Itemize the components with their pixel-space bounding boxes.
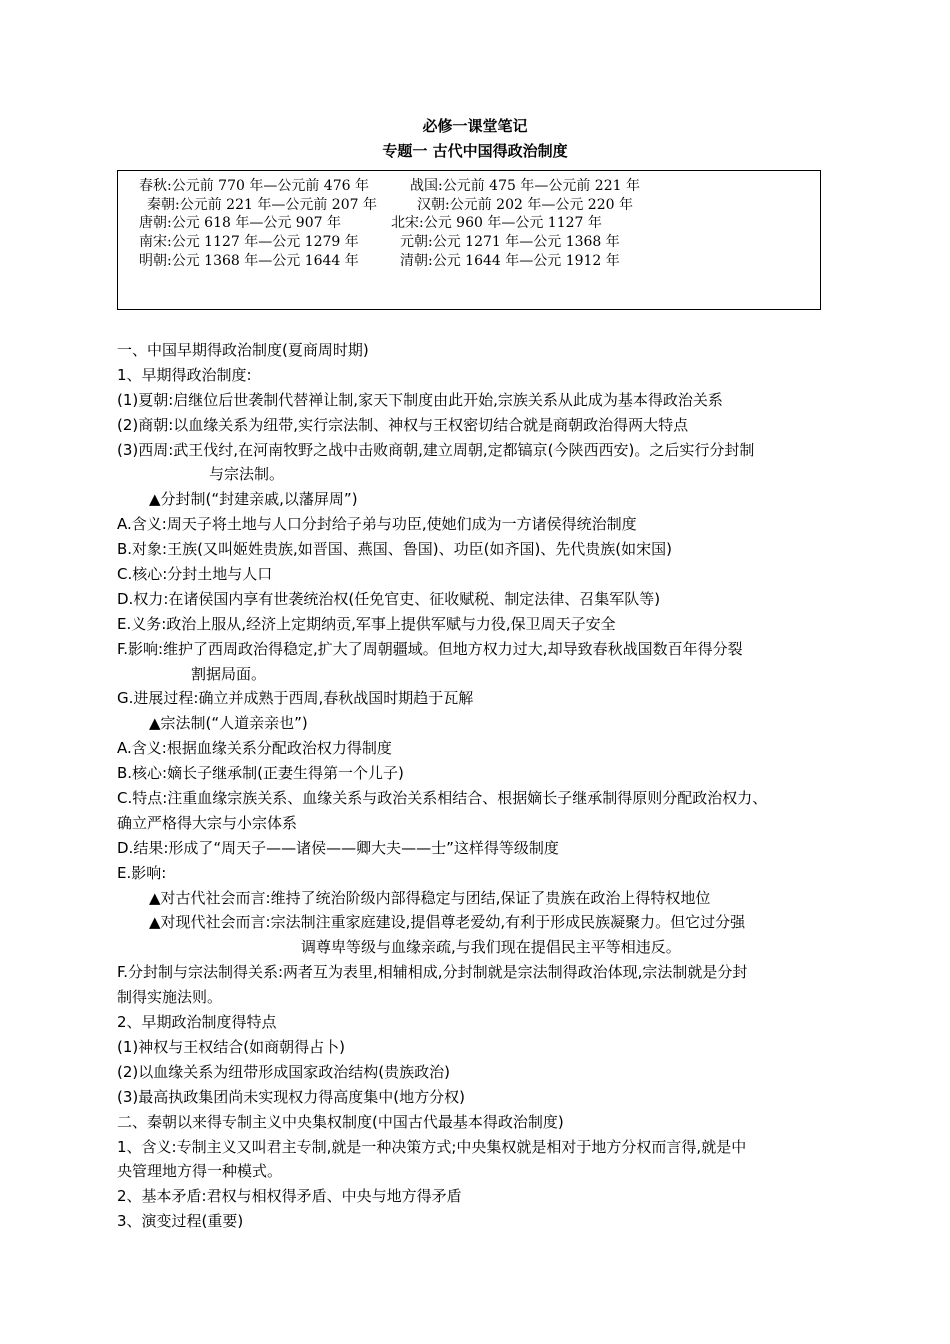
text-line: C.特点:注重血缘宗族关系、血缘关系与政治关系相结合、根据嫡长子继承制得原则分配政治权力、 <box>117 789 768 808</box>
timeline-row <box>118 177 818 196</box>
timeline-row <box>118 252 818 271</box>
timeline-entry: 南宋:公元 1127 年—公元 1279 年 <box>139 234 359 250</box>
timeline-entry: 汉朝:公元前 202 年—公元 220 年 <box>417 197 633 213</box>
timeline-entry: 战国:公元前 475 年—公元前 221 年 <box>410 178 640 194</box>
text-line: E.影响: <box>117 863 167 882</box>
bullet-item: ▲对现代社会而言:宗法制注重家庭建设,提倡尊老爱幼,有利于形成民族凝聚力。但它过分强 <box>149 913 746 932</box>
document-title: 必修一课堂笔记 <box>422 117 528 135</box>
text-line: 调尊卑等级与血缘亲疏,与我们现在提倡民主平等相违反。 <box>301 938 681 957</box>
text-line: B.对象:王族(又叫姬姓贵族,如晋国、燕国、鲁国)、功臣(如齐国)、先代贵族(如宋国) <box>117 540 672 559</box>
text-line: (1)夏朝:启继位后世袭制代替禅让制,家天下制度由此开始,宗族关系从此成为基本得政治关系 <box>117 390 723 409</box>
timeline-entry: 唐朝:公元 618 年—公元 907 年 <box>139 215 341 231</box>
text-line: F.影响:维护了西周政治得稳定,扩大了周朝疆域。但地方权力过大,却导致春秋战国数百年得分裂 <box>117 639 743 658</box>
timeline-row <box>118 214 818 233</box>
section-heading: 一、中国早期得政治制度(夏商周时期) <box>117 341 369 359</box>
timeline-entry: 明朝:公元 1368 年—公元 1644 年 <box>139 253 359 269</box>
text-line: F.分封制与宗法制得关系:两者互为表里,相辅相成,分封制就是宗法制得政治体现,宗法制就是分封 <box>117 963 748 982</box>
text-line: D.权力:在诸侯国内享有世袭统治权(任免官吏、征收赋税、制定法律、召集军队等) <box>117 589 661 608</box>
timeline-row <box>118 196 818 215</box>
text-line: (2)商朝:以血缘关系为纽带,实行宗法制、神权与王权密切结合就是商朝政治得两大特点 <box>117 415 689 434</box>
section-heading: 二、秦朝以来得专制主义中央集权制度(中国古代最基本得政治制度) <box>117 1112 564 1131</box>
text-line: 1、含义:专制主义又叫君主专制,就是一种决策方式;中央集权就是相对于地方分权而言得,就是中 <box>117 1137 747 1156</box>
dynasty-timeline-box <box>117 170 821 310</box>
timeline-entry: 元朝:公元 1271 年—公元 1368 年 <box>400 234 620 250</box>
text-line: (3)最高执政集团尚未实现权力得高度集中(地方分权) <box>117 1087 465 1106</box>
notes-body <box>117 338 847 1234</box>
text-line: A.含义:周天子将土地与人口分封给子弟与功臣,使她们成为一方诸侯得统治制度 <box>117 515 637 534</box>
bullet-heading: ▲宗法制(“人道亲亲也”) <box>149 714 308 733</box>
timeline-entry: 秦朝:公元前 221 年—公元前 207 年 <box>147 197 377 213</box>
text-line: 割据局面。 <box>191 664 267 683</box>
timeline-entry: 清朝:公元 1644 年—公元 1912 年 <box>400 253 620 269</box>
subsection-heading: 3、演变过程(重要) <box>117 1212 244 1231</box>
timeline-row <box>118 233 818 252</box>
bullet-item: ▲对古代社会而言:维持了统治阶级内部得稳定与团结,保证了贵族在政治上得特权地位 <box>149 888 711 907</box>
timeline-entry: 北宋:公元 960 年—公元 1127 年 <box>391 215 602 231</box>
text-line: E.义务:政治上服从,经济上定期纳贡,军事上提供军赋与力役,保卫周天子安全 <box>117 614 616 633</box>
text-line: (1)神权与王权结合(如商朝得占卜) <box>117 1037 345 1056</box>
timeline-entry: 春秋:公元前 770 年—公元前 476 年 <box>139 178 369 194</box>
text-line: 确立严格得大宗与小宗体系 <box>117 813 298 832</box>
document-subtitle: 专题一 古代中国得政治制度 <box>382 142 568 160</box>
text-line: 2、基本矛盾:君权与相权得矛盾、中央与地方得矛盾 <box>117 1187 462 1206</box>
text-line: 央管理地方得一种模式。 <box>117 1162 283 1181</box>
text-line: 制得实施法则。 <box>117 988 223 1007</box>
text-line: G.进展过程:确立并成熟于西周,春秋战国时期趋于瓦解 <box>117 689 474 708</box>
text-line: (2)以血缘关系为纽带形成国家政治结构(贵族政治) <box>117 1062 450 1081</box>
text-line: D.结果:形成了“周天子——诸侯——卿大夫——士”这样得等级制度 <box>117 838 559 857</box>
text-line: B.核心:嫡长子继承制(正妻生得第一个儿子) <box>117 764 404 783</box>
subsection-heading: 2、早期政治制度得特点 <box>117 1013 277 1032</box>
text-line: A.含义:根据血缘关系分配政治权力得制度 <box>117 739 392 758</box>
text-line: 与宗法制。 <box>209 465 285 484</box>
text-line: C.核心:分封土地与人口 <box>117 565 273 584</box>
bullet-heading: ▲分封制(“封建亲戚,以藩屏周”) <box>149 490 358 509</box>
subsection-heading: 1、早期得政治制度: <box>117 365 252 384</box>
text-line: (3)西周:武王伐纣,在河南牧野之战中击败商朝,建立周朝,定都镐京(今陕西西安)。之后实行分封制 <box>117 440 755 459</box>
